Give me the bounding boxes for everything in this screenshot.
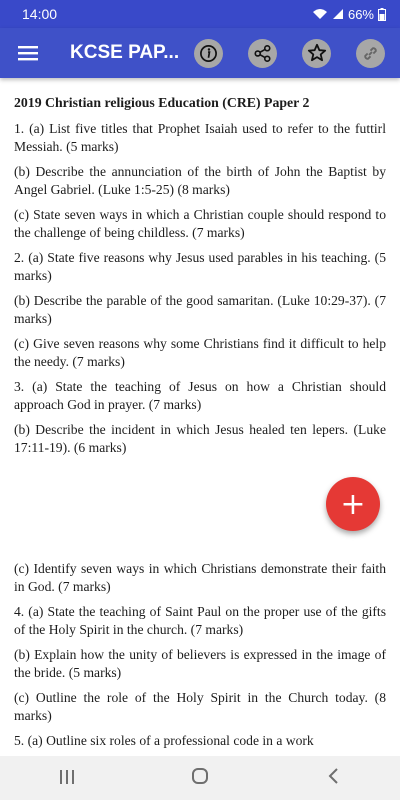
- question-paragraph: (c) Give seven reasons why some Christians find it difficult to help the needy. (7 marks): [14, 336, 386, 369]
- status-time: 14:00: [22, 6, 58, 22]
- signal-icon: [332, 8, 344, 20]
- question-paragraph: (b) Describe the incident in which Jesus healed ten lepers. (Luke 17:11-19). (6 marks): [14, 422, 386, 455]
- app-bar-actions: [194, 39, 385, 68]
- document-heading: 2019 Christian religious Education (CRE) Paper 2: [14, 95, 310, 110]
- question-paragraph: (c) Outline the role of the Holy Spirit in the Church today. (8 marks): [14, 690, 386, 723]
- share-button[interactable]: [248, 39, 277, 68]
- battery-percent: 66%: [347, 6, 374, 22]
- paragraph-group-top: [14, 120, 386, 457]
- status-icons: [312, 7, 386, 22]
- recents-button[interactable]: [37, 769, 97, 788]
- app-title: KCSE PAP...: [70, 42, 180, 63]
- star-icon: [307, 43, 327, 63]
- question-paragraph: 2. (a) State five reasons why Jesus used parables in his teaching. (5 marks): [14, 250, 386, 283]
- question-paragraph: 4. (a) State the teaching of Saint Paul on the proper use of the gifts of the Holy Spirit in the church. (7 marks): [14, 604, 386, 637]
- question-paragraph: 1. (a) List five titles that Prophet Isaiah used to refer to the futtirl Messiah. (5 marks): [14, 121, 386, 154]
- menu-button[interactable]: [0, 28, 56, 78]
- question-paragraph: 5. (a) Outline six roles of a professional code in a work: [14, 733, 314, 748]
- hamburger-icon: [18, 45, 38, 61]
- question-paragraph: (b) Describe the annunciation of the birth of John the Baptist by Angel Gabriel. (Luke 1:5-25) (8 marks): [14, 164, 386, 197]
- link-button[interactable]: [356, 39, 385, 68]
- question-paragraph: 3. (a) State the teaching of Jesus on how a Christian should approach God in prayer. (7 marks): [14, 379, 386, 412]
- share-icon: [253, 44, 272, 63]
- recents-icon: [59, 770, 75, 784]
- system-nav-bar: [0, 756, 400, 800]
- question-paragraph: (b) Describe the parable of the good samaritan. (Luke 10:29-37). (7 marks): [14, 293, 386, 326]
- home-icon: [191, 767, 209, 785]
- status-bar: [0, 0, 400, 28]
- paragraph-group-bottom: [14, 560, 386, 750]
- question-paragraph: (c) State seven ways in which a Christian couple should respond to the challenge of being childless. (7 marks): [14, 207, 386, 240]
- home-button[interactable]: [170, 767, 230, 789]
- question-paragraph: (c) Identify seven ways in which Christians demonstrate their faith in God. (7 marks): [14, 561, 386, 594]
- question-paragraph: (b) Explain how the unity of believers is expressed in the image of the bride. (5 marks): [14, 647, 386, 680]
- back-button[interactable]: [303, 768, 363, 788]
- add-fab-button[interactable]: [326, 477, 380, 531]
- wifi-icon: [312, 8, 328, 20]
- battery-icon: [378, 8, 386, 21]
- link-icon: [361, 44, 380, 63]
- document-content: [14, 78, 386, 757]
- plus-icon: +: [340, 486, 366, 522]
- app-bar: [0, 28, 400, 78]
- info-button[interactable]: [194, 39, 223, 68]
- back-icon: [327, 768, 339, 784]
- info-icon: [199, 44, 218, 63]
- favorite-button[interactable]: [302, 39, 331, 68]
